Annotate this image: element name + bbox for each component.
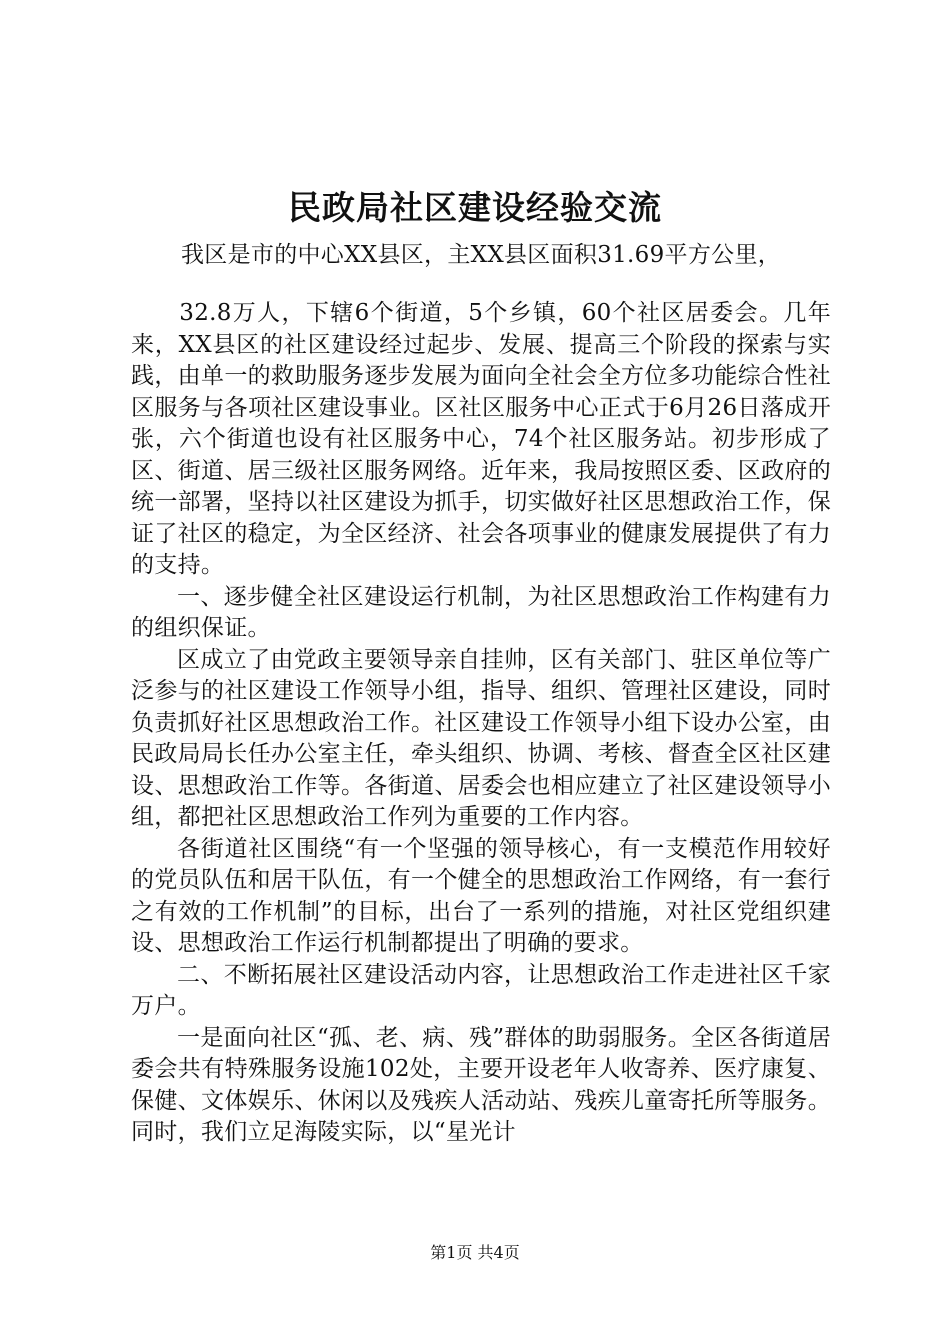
body-paragraph: 各街道社区围绕“有一个坚强的领导核心，有一支模范作用较好的党员队伍和居干队伍，有一个健全的思想政治工作网络，有一套行之有效的工作机制”的目标，出台了一系列的措施，对社区党组织建设、思想政治工作运行机制都提出了明确的要求。 bbox=[131, 835, 831, 956]
body-paragraph: 一是面向社区“孤、老、病、残”群体的助弱服务。全区各街道居委会共有特殊服务设施102处，主要开设老年人收寄养、医疗康复、保健、文体娱乐、休闲以及残疾人活动站、残疾儿童寄托所等服务。同时，我们立足海陵实际，以“星光计 bbox=[131, 1024, 831, 1145]
page-footer: 第1页 共4页 bbox=[430, 1243, 520, 1262]
body-paragraph: 一、逐步健全社区建设运行机制，为社区思想政治工作构建有力的组织保证。 bbox=[131, 583, 831, 641]
body-paragraph: 二、不断拓展社区建设活动内容，让思想政治工作走进社区千家万户。 bbox=[131, 961, 831, 1019]
intro-line: 我区是市的中心XX县区，主XX县区面积31.69平方公里， bbox=[181, 242, 782, 268]
document-body bbox=[131, 298, 831, 1149]
body-paragraph: 32.8万人，下辖6个街道，5个乡镇，60个社区居委会。几年来，XX县区的社区建设经过起步、发展、提高三个阶段的探索与实践，由单一的救助服务逐步发展为面向全社会全方位多功能综合性社区服务与各项社区建设事业。区社区服务中心正式于6月26日落成开张，六个街道也设有社区服务中心，74个社区服务站。初步形成了区、街道、居三级社区服务网络。近年来，我局按照区委、区政府的统一部署，坚持以社区建设为抓手，切实做好社区思想政治工作，保证了社区的稳定，为全区经济、社会各项事业的健康发展提供了有力的支持。 bbox=[131, 300, 831, 578]
document-title: 民政局社区建设经验交流 bbox=[288, 188, 662, 227]
body-paragraph: 区成立了由党政主要领导亲自挂帅，区有关部门、驻区单位等广泛参与的社区建设工作领导小组，指导、组织、管理社区建设，同时负责抓好社区思想政治工作。社区建设工作领导小组下设办公室，由民政局局长任办公室主任，牵头组织、协调、考核、督查全区社区建设、思想政治工作等。各街道、居委会也相应建立了社区建设领导小组，都把社区思想政治工作列为重要的工作内容。 bbox=[131, 646, 831, 830]
